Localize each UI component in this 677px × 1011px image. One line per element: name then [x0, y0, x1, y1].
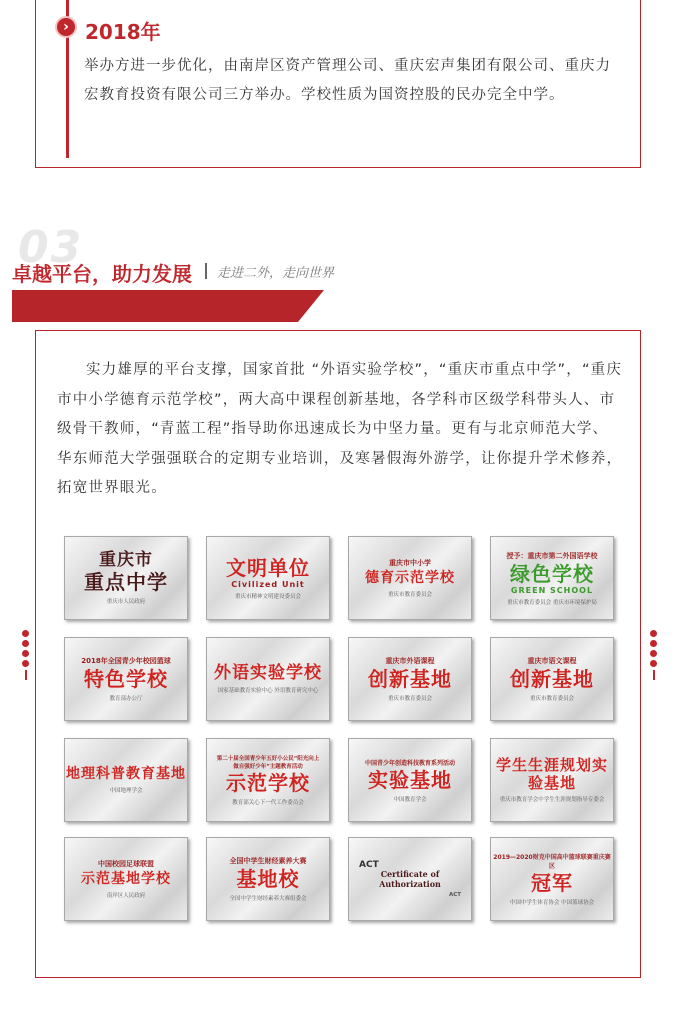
- plaque-title: 创新基地: [510, 667, 594, 691]
- plaque-issuer: 重庆市教育委员会 重庆市环境保护局: [507, 599, 597, 606]
- plaque-top: 重庆市中小学: [389, 559, 431, 568]
- right-decoration-dots: [650, 630, 657, 680]
- plaque-top: 中国校园足球联盟: [98, 860, 154, 869]
- plaque-finance: [206, 837, 330, 921]
- plaque-issuer: 教育部办公厅: [109, 696, 143, 702]
- plaque-subtitle: GREEN SCHOOL: [510, 585, 594, 595]
- plaque-key-middle-school: [64, 536, 188, 620]
- plaque-title: 示范基地学校: [81, 871, 171, 888]
- plaque-top: 第二十届全国青少年五好小公民“阳光向上 做自强好少年”主题教育活动: [216, 756, 320, 770]
- plaque-civilized-unit: [206, 536, 330, 620]
- plaque-issuer: 中国中学生体育协会 中国篮球协会: [509, 900, 595, 906]
- plaque-title: 德育示范学校: [365, 570, 455, 587]
- plaque-title: 学生生涯规划实验基地: [495, 756, 608, 792]
- plaque-title: 冠军: [531, 871, 573, 895]
- plaque-title: 文明单位: [226, 555, 310, 580]
- plaque-issuer: 重庆市教育学会中学生生涯规划指导专委会: [499, 796, 605, 803]
- timeline-text: 举办方进一步优化，由南岸区资产管理公司、重庆宏声集团有限公司、重庆力宏教育投资有限公司三方举办。学校性质为国资控股的民办完全中学。: [84, 58, 611, 103]
- section-number: 03: [18, 222, 84, 273]
- plaque-champion: [490, 837, 614, 921]
- plaque-top: 全国中学生财经素养大赛: [229, 857, 307, 865]
- plaque-issuer: 中国地理学会: [109, 787, 143, 794]
- plaque-title: 重点中学: [84, 569, 168, 594]
- plaque-act-authorization: [348, 837, 472, 921]
- plaque-football: [64, 837, 188, 921]
- plaque-title: 绿色学校: [510, 561, 594, 586]
- plaque-top: ACT: [359, 860, 379, 871]
- plaque-issuer: 教育部关心下一代工作委员会: [232, 800, 304, 806]
- plaque-geography: [64, 738, 188, 822]
- timeline-year: 2018年: [85, 20, 161, 44]
- plaque-model-school: [206, 738, 330, 822]
- section-title: 卓越平台，助力发展: [12, 262, 192, 286]
- plaque-title: 特色学校: [84, 667, 168, 691]
- plaque-moral-education: [348, 536, 472, 620]
- plaque-issuer: 全国中学生财经素养大赛组委会: [229, 896, 307, 902]
- section-subtitle: 走进二外，走向世界: [217, 266, 335, 281]
- plaque-title: 实验基地: [368, 767, 452, 792]
- plaque-title: 基地校: [236, 867, 300, 891]
- section-title-bar: [12, 290, 324, 322]
- plaque-title: 示范学校: [226, 771, 310, 795]
- plaque-issuer: 重庆市人民政府: [106, 598, 146, 605]
- plaque-foreign-language: [206, 637, 330, 721]
- plaque-issuer: 重庆市教育委员会: [387, 591, 432, 598]
- plaque-issuer: ACT: [448, 891, 461, 898]
- left-decoration-dots: [22, 630, 29, 680]
- plaque-issuer: 国家基础教育实验中心 外语教育研究中心: [217, 688, 319, 695]
- plaque-issuer: 南岸区人民政府: [106, 892, 146, 899]
- plaque-career-planning: [490, 738, 614, 822]
- plaque-top: 重庆市: [99, 550, 153, 571]
- plaque-green-school: [490, 536, 614, 620]
- plaque-top: 2019—2020财克中国高中篮球联赛重庆赛区: [493, 854, 611, 870]
- plaque-issuer: 重庆市教育委员会: [529, 696, 574, 702]
- honor-plaques-grid: [64, 536, 614, 921]
- plaque-top: 中国青少年创造科技教育系列活动: [364, 759, 455, 767]
- plaque-basketball: [64, 637, 188, 721]
- plaque-title: 创新基地: [368, 667, 452, 691]
- plaque-top: 重庆市语文课程: [527, 657, 577, 665]
- plaque-issuer: 中国教育学会: [393, 796, 427, 803]
- plaque-issuer: 重庆市精神文明建设委员会: [234, 593, 301, 600]
- intro-paragraph: 实力雄厚的平台支撑，国家首批 “外语实验学校”，“重庆市重点中学”，“重庆市中小学德育示范学校”，两大高中课程创新基地，各学科市区级学科带头人、市级骨干教师，“青蓝工程”指导助你迅速成长为中坚力量。更有与北京师范大学、华东师范大学强强联合的定期专业培训，及寒暑假海外游学，让你提升学术修养，拓宽世界眼光。: [57, 362, 623, 496]
- plaque-issuer: 重庆市教育委员会: [387, 696, 432, 702]
- plaque-experiment-base: [348, 738, 472, 822]
- title-divider: [205, 263, 207, 279]
- plaque-top: 重庆市外语课程: [385, 657, 435, 665]
- plaque-title: Certificate of Authorization: [379, 869, 441, 889]
- plaque-chinese-innovation: [490, 637, 614, 721]
- plaque-fl-innovation: [348, 637, 472, 721]
- plaque-top: 2018年全国青少年校园篮球: [81, 657, 171, 665]
- plaque-title: 外语实验学校: [214, 662, 322, 683]
- plaque-subtitle: Civilized Unit: [231, 579, 305, 589]
- plaque-title: 地理科普教育基地: [66, 766, 186, 783]
- chevron-right-icon: ›: [55, 16, 77, 38]
- plaque-top: 授予：重庆市第二外国语学校: [506, 551, 598, 560]
